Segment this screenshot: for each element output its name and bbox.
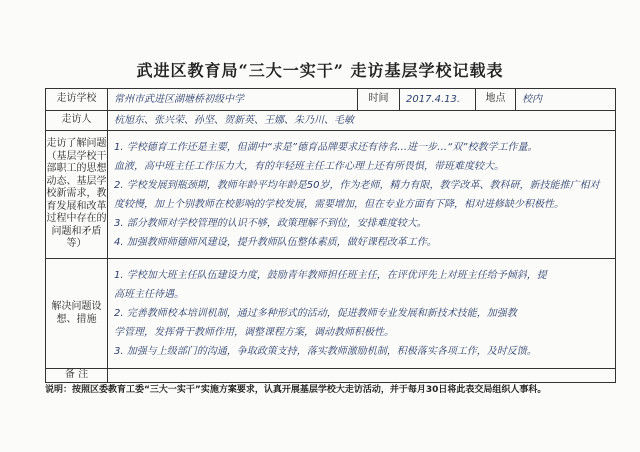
school-value: [108, 89, 358, 111]
issues-label: 走访了解问题（基层学校干部职工的思想动态、基层学校新需求，教育发展和改革过程中存在的问题和矛盾等）: [46, 131, 108, 259]
solutions-value: [108, 259, 616, 369]
issues-line: 3. 部分教师对学校管理的认识不够，政策理解不到位，安排难度较大。: [114, 217, 427, 229]
people-label: 走访人: [46, 111, 108, 131]
issues-row: [46, 131, 616, 259]
time-value: [400, 89, 476, 111]
form-title: 武进区教育局“三大一实干” 走访基层学校记载表: [136, 61, 504, 80]
solutions-line: 3. 加强与上级部门的沟通，争取政策支持，落实教师激励机制，积极落实各项工作，及时反馈。: [114, 346, 537, 357]
solutions-row: [46, 259, 616, 369]
time-text: 2017.4.13.: [406, 94, 461, 105]
issues-value: [108, 131, 616, 259]
footnote: 说明：按照区委教育工委“三大一实干”实施方案要求，认真开展基层学校大走访活动，并于每月30日将此表交局组织人事科。: [45, 385, 547, 395]
people-row: [46, 111, 616, 131]
issues-line: 2. 学校发展到瓶颈期，教师年龄平均年龄是50岁，作为老师，精力有限，教学改革、教科研，新技能推广相对: [114, 179, 600, 191]
issues-line: 1. 学校德育工作还是主要，但湖中“求是”德育品牌要求还有待名…进一步…“双”校教学工作量。: [114, 141, 538, 153]
solutions-line: 1. 学校加大班主任队伍建设力度，鼓励青年教师担任班主任，在评优评先上对班主任给予倾斜，提: [114, 270, 547, 281]
people-text: 杭旭东、张兴荣、孙坚、贺新英、王娜、朱乃川、毛敏: [114, 115, 354, 126]
place-text: 校内: [522, 94, 542, 105]
visit-record-table: [45, 88, 616, 383]
solutions-line: 学管理，发挥骨干教师作用，调整课程方案，调动教师积极性。: [114, 327, 394, 338]
issues-line: 血液，高中班主任工作压力大，有的年轻班主任工作心理上还有所畏惧，带班难度较大。: [114, 160, 504, 172]
people-value: [108, 111, 616, 131]
remark-row: [46, 369, 616, 383]
place-value: [516, 89, 616, 111]
issues-line: 4. 加强教师师德师风建设，提升教师队伍整体素质，做好课程改革工作。: [114, 236, 437, 248]
school-label: 走访学校: [46, 89, 108, 111]
solutions-label: 解决问题设想、措施: [46, 259, 108, 369]
school-text: 常州市武进区湖塘桥初级中学: [114, 94, 244, 105]
remark-label: 备 注: [46, 369, 108, 383]
issues-line: 度较慢，加上个别教师在校影响的学校发展，需要增加，但在专业方面有下降，相对进修缺少积极性。: [114, 198, 564, 210]
school-row: [46, 89, 616, 111]
solutions-line: 高班主任待遇。: [114, 289, 184, 300]
place-label: 地点: [476, 89, 516, 111]
solutions-line: 2. 完善教师校本培训机制，通过多种形式的活动，促进教师专业发展和新技术技能，加强教: [114, 308, 517, 319]
remark-value: [108, 369, 616, 383]
time-label: 时间: [358, 89, 400, 111]
